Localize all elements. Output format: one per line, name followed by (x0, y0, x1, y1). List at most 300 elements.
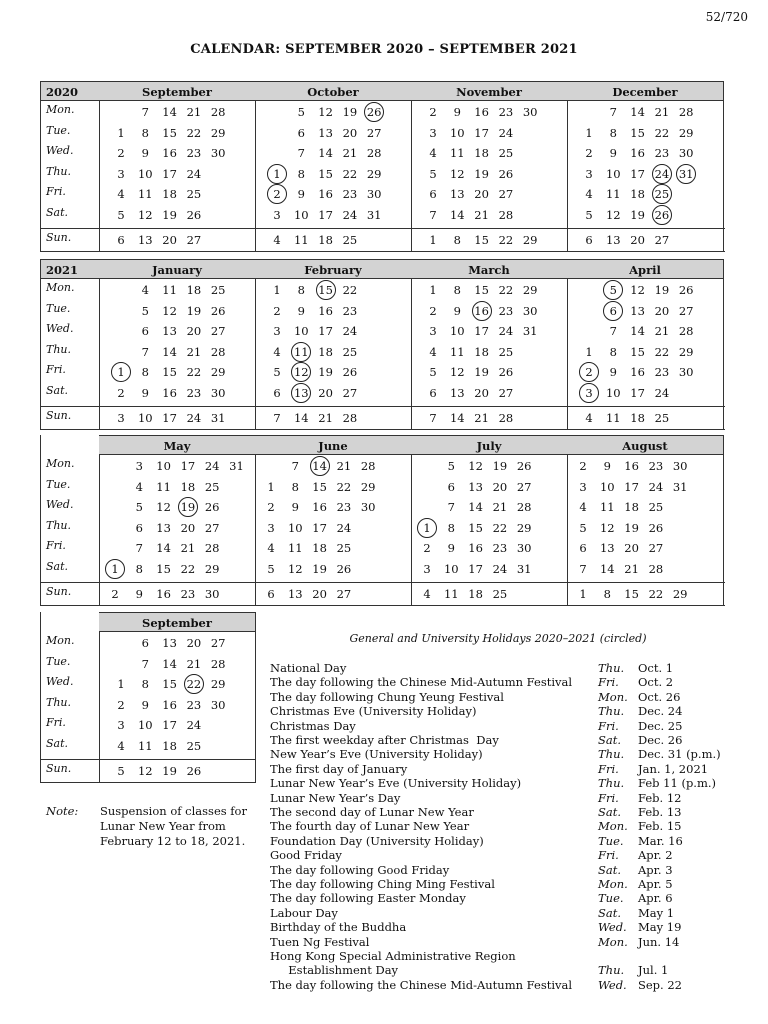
date-cell (338, 321, 362, 341)
date-number: 27 (498, 187, 514, 201)
date-cell (650, 164, 674, 184)
date-cell (109, 362, 133, 382)
date-cell (200, 456, 224, 476)
date-number: 6 (297, 125, 305, 140)
date-number: 7 (609, 324, 617, 338)
date-number: 31 (229, 459, 244, 473)
sunday-cell: 10 (137, 411, 153, 425)
date-cell (577, 205, 601, 225)
date-number: 16 (468, 541, 483, 555)
date-cell (421, 205, 445, 225)
date-cell (601, 102, 625, 122)
date-cell (133, 280, 157, 300)
month-header: July (411, 435, 567, 455)
month-header: November (411, 81, 567, 101)
date-number: 10 (287, 520, 303, 535)
date-cell (200, 497, 224, 517)
date-cell (488, 497, 512, 517)
weekday-label: Tue. (46, 301, 71, 315)
sunday-cell: 20 (312, 587, 327, 601)
date-cell (650, 280, 674, 300)
date-number: 1 (429, 283, 437, 297)
date-number: 19 (312, 561, 327, 576)
sunday-cell: 16 (156, 587, 171, 601)
sunday-cell: 14 (293, 411, 309, 425)
date-number: 5 (135, 500, 143, 514)
date-number: 30 (516, 541, 532, 555)
sunday-cell: 8 (453, 233, 461, 247)
date-number: 31 (678, 166, 694, 181)
month-header: December (567, 81, 723, 101)
date-cell (415, 518, 439, 538)
date-number: 3 (135, 459, 143, 473)
date-cell (158, 164, 182, 184)
date-number: 25 (654, 187, 670, 201)
date-cell (314, 342, 338, 362)
date-cell (674, 143, 698, 163)
date-number: 26 (498, 365, 514, 379)
date-number: 13 (156, 520, 171, 535)
holiday-row (270, 675, 730, 689)
date-cell (595, 456, 619, 476)
date-cell (601, 164, 625, 184)
grid-line (255, 259, 256, 430)
date-cell (650, 362, 674, 382)
date-cell (158, 205, 182, 225)
date-number: 1 (117, 677, 125, 691)
date-number: 29 (210, 125, 226, 140)
grid-line (40, 435, 41, 606)
date-number: 19 (630, 207, 645, 222)
date-number: 17 (468, 561, 483, 576)
date-number: 28 (678, 324, 694, 338)
grid-line (99, 612, 100, 783)
date-number: 12 (449, 365, 465, 379)
date-cell (620, 456, 644, 476)
date-cell (332, 497, 356, 517)
date-number: 8 (609, 125, 617, 140)
date-cell (421, 321, 445, 341)
date-cell (445, 321, 469, 341)
date-number: 5 (609, 283, 617, 297)
date-number: 10 (137, 166, 153, 181)
date-number: 10 (293, 207, 309, 222)
date-number: 23 (492, 541, 508, 555)
date-number: 25 (186, 738, 202, 753)
date-cell (488, 518, 512, 538)
date-cell (176, 497, 200, 517)
date-cell (494, 342, 518, 362)
date-number: 9 (609, 365, 617, 379)
date-number: 2 (423, 541, 431, 555)
date-cell (109, 143, 133, 163)
holiday-row (270, 661, 730, 675)
date-cell (470, 164, 494, 184)
date-cell (421, 102, 445, 122)
date-number: 12 (605, 207, 621, 222)
date-cell (595, 559, 619, 579)
date-cell (601, 301, 625, 321)
date-cell (133, 321, 157, 341)
date-cell (445, 383, 469, 403)
date-cell (308, 477, 332, 497)
date-number: 13 (162, 636, 177, 650)
date-number: 26 (678, 283, 694, 297)
date-number: 11 (162, 283, 177, 297)
year-header: 2021 (40, 259, 99, 279)
date-number: 13 (162, 324, 177, 338)
date-number: 5 (273, 365, 281, 379)
date-cell (289, 143, 313, 163)
holiday-row (270, 733, 730, 747)
date-number: 8 (141, 365, 149, 379)
date-number: 30 (210, 385, 226, 400)
sunday-cell: 15 (624, 587, 639, 601)
date-number: 23 (336, 500, 352, 514)
date-number: 17 (318, 324, 333, 338)
holiday-date: Apr. 3 (638, 862, 673, 877)
holiday-date: Apr. 6 (638, 891, 673, 906)
date-cell (158, 362, 182, 382)
month-header: January (99, 259, 255, 279)
date-cell (674, 280, 698, 300)
date-number: 4 (141, 283, 149, 297)
date-number: 21 (474, 207, 489, 222)
date-number: 28 (210, 105, 226, 119)
weekday-label: Mon. (46, 103, 75, 116)
date-number: 24 (186, 166, 202, 181)
holiday-row (270, 747, 730, 761)
date-cell (518, 321, 542, 341)
date-cell (421, 164, 445, 184)
date-number: 22 (180, 561, 196, 576)
date-number: 25 (498, 146, 514, 160)
date-number: 15 (318, 283, 333, 297)
date-cell (158, 674, 182, 694)
date-cell (445, 102, 469, 122)
date-cell (445, 123, 469, 143)
grid-line (99, 259, 100, 430)
holiday-date: Jun. 14 (638, 934, 680, 949)
sunday-cell: 17 (162, 411, 177, 425)
date-cell (650, 143, 674, 163)
date-cell (571, 456, 595, 476)
date-number: 16 (318, 303, 333, 318)
weekday-label: Wed. (46, 144, 74, 157)
holiday-weekday: Thu. (598, 776, 625, 791)
date-cell (314, 164, 338, 184)
date-number: 10 (156, 459, 171, 473)
date-number: 28 (648, 561, 664, 576)
sunday-cell: 8 (603, 587, 611, 601)
date-cell (421, 184, 445, 204)
sunday-cell: 27 (336, 587, 352, 601)
holiday-date: Feb. 13 (638, 805, 682, 819)
date-number: 21 (180, 541, 196, 555)
month-header: April (567, 259, 723, 279)
sunday-cell: 25 (654, 411, 670, 425)
date-number: 25 (204, 479, 220, 494)
date-cell (289, 184, 313, 204)
date-cell (421, 362, 445, 382)
date-cell (289, 383, 313, 403)
date-cell (464, 456, 488, 476)
date-number: 14 (599, 561, 615, 576)
date-cell (158, 301, 182, 321)
date-number: 22 (498, 283, 514, 297)
date-number: 6 (141, 636, 149, 650)
date-number: 29 (210, 677, 226, 691)
date-cell (259, 538, 283, 558)
sunday-cell: 18 (630, 411, 645, 425)
date-number: 23 (186, 697, 202, 712)
date-cell (127, 559, 151, 579)
date-cell (158, 633, 182, 653)
date-cell (332, 518, 356, 538)
holidays-title: General and University Holidays 2020–2021 (circled) (349, 632, 647, 645)
date-number: 14 (468, 500, 483, 514)
date-number: 12 (449, 166, 465, 181)
date-cell (421, 301, 445, 321)
date-cell (445, 362, 469, 382)
date-number: 13 (318, 125, 333, 140)
date-cell (595, 477, 619, 497)
date-number: 30 (210, 697, 226, 712)
date-number: 8 (609, 344, 617, 359)
sunday-cell: 11 (443, 587, 459, 601)
sunday-cell: 6 (117, 233, 125, 247)
holiday-name: The day following Ching Ming Festival (270, 877, 495, 891)
date-cell (133, 143, 157, 163)
date-cell (259, 497, 283, 517)
date-cell (182, 695, 206, 715)
date-cell (494, 184, 518, 204)
date-cell (332, 477, 356, 497)
date-number: 4 (135, 479, 143, 494)
date-number: 3 (117, 166, 125, 181)
date-number: 7 (609, 105, 617, 119)
date-number: 25 (648, 500, 664, 514)
date-number: 17 (474, 125, 489, 140)
date-number: 1 (585, 125, 593, 140)
date-cell (206, 102, 230, 122)
holiday-name: The second day of Lunar New Year (270, 805, 474, 819)
date-cell (182, 102, 206, 122)
sunday-label: Sun. (46, 585, 72, 598)
date-number: 21 (342, 146, 358, 160)
page-title: CALENDAR: SEPTEMBER 2020 – SEPTEMBER 2021 (190, 42, 578, 57)
date-number: 12 (630, 283, 645, 297)
date-number: 15 (162, 125, 177, 140)
date-number: 3 (585, 166, 593, 181)
date-cell (265, 321, 289, 341)
date-number: 3 (273, 207, 281, 222)
date-cell (674, 164, 698, 184)
date-number: 27 (366, 125, 382, 140)
holiday-row (270, 963, 730, 977)
date-number: 13 (449, 385, 465, 400)
sunday-cell: 24 (186, 411, 202, 425)
date-cell (674, 362, 698, 382)
date-cell (259, 518, 283, 538)
date-number: 26 (186, 207, 202, 222)
sunday-label: Sun. (46, 762, 72, 775)
date-cell (314, 143, 338, 163)
holiday-name: Hong Kong Special Administrative Region (270, 949, 516, 963)
holiday-name: Tuen Ng Festival (270, 934, 370, 949)
date-number: 4 (117, 187, 125, 201)
date-number: 7 (141, 105, 149, 119)
sunday-cell: 30 (204, 587, 220, 601)
date-cell (644, 456, 668, 476)
date-number: 3 (429, 125, 437, 140)
date-cell (439, 477, 463, 497)
date-number: 7 (291, 459, 299, 473)
date-cell (265, 301, 289, 321)
date-cell (494, 123, 518, 143)
date-number: 10 (449, 324, 465, 338)
date-cell (265, 362, 289, 382)
date-cell (470, 280, 494, 300)
holiday-row (270, 762, 730, 776)
date-number: 18 (318, 344, 333, 359)
holiday-weekday: Tue. (598, 833, 624, 848)
date-cell (644, 497, 668, 517)
holiday-row (270, 949, 730, 963)
date-cell (206, 143, 230, 163)
date-cell (674, 123, 698, 143)
grid-line (567, 259, 568, 430)
date-number: 26 (336, 561, 352, 576)
date-cell (445, 280, 469, 300)
date-cell (464, 497, 488, 517)
date-number: 11 (137, 738, 153, 753)
date-number: 30 (366, 187, 382, 201)
date-cell (127, 538, 151, 558)
sunday-cell: 1 (429, 233, 437, 247)
holiday-name: Christmas Day (270, 718, 356, 733)
date-number: 29 (678, 125, 694, 140)
date-number: 27 (204, 520, 220, 535)
date-number: 26 (204, 500, 220, 514)
grid-line (411, 435, 412, 606)
sunday-cell: 23 (180, 587, 196, 601)
holiday-row (270, 834, 730, 848)
date-cell (470, 102, 494, 122)
date-cell (470, 383, 494, 403)
date-number: 3 (267, 520, 275, 535)
date-cell (182, 164, 206, 184)
date-cell (109, 715, 133, 735)
date-number: 18 (474, 344, 489, 359)
date-number: 24 (654, 385, 670, 400)
holiday-date: Feb. 15 (638, 819, 682, 834)
holiday-weekday: Thu. (598, 704, 625, 719)
holiday-name: The day following Easter Monday (270, 891, 466, 906)
date-number: 9 (141, 697, 149, 712)
date-cell (338, 362, 362, 382)
date-number: 9 (453, 303, 461, 318)
date-number: 22 (654, 344, 670, 359)
date-cell (626, 102, 650, 122)
date-cell (283, 497, 307, 517)
date-number: 26 (516, 459, 532, 473)
date-cell (668, 477, 692, 497)
date-number: 17 (162, 718, 177, 732)
date-number: 1 (423, 520, 431, 535)
holiday-row (270, 863, 730, 877)
date-number: 13 (449, 187, 465, 201)
date-number: 6 (447, 479, 455, 494)
date-number: 17 (162, 166, 177, 181)
date-number: 30 (360, 500, 376, 514)
note-text: Suspension of classes for Lunar New Year from February 12 to 18, 2021. (100, 804, 247, 848)
date-number: 1 (267, 479, 275, 494)
date-cell (577, 362, 601, 382)
holiday-name: Labour Day (270, 905, 338, 920)
grid-line (40, 259, 41, 430)
date-cell (133, 633, 157, 653)
grid-line (411, 259, 412, 430)
date-cell (445, 143, 469, 163)
date-number: 17 (630, 166, 645, 181)
date-number: 3 (423, 561, 431, 576)
date-number: 30 (522, 105, 538, 119)
date-cell (152, 559, 176, 579)
date-number: 19 (492, 459, 508, 473)
sunday-cell: 14 (449, 411, 465, 425)
date-cell (283, 477, 307, 497)
date-cell (494, 205, 518, 225)
sunday-cell: 22 (648, 587, 664, 601)
holiday-row (270, 906, 730, 920)
holiday-row (270, 935, 730, 949)
date-number: 6 (141, 324, 149, 338)
note-label: Note: (46, 804, 79, 818)
date-number: 3 (429, 324, 437, 338)
date-number: 21 (186, 656, 202, 671)
weekday-label: Thu. (46, 164, 72, 178)
date-number: 12 (318, 105, 333, 119)
date-number: 15 (162, 365, 177, 379)
date-number: 27 (210, 636, 226, 650)
weekday-label: Fri. (46, 539, 66, 552)
date-cell (601, 205, 625, 225)
year-header (40, 435, 99, 455)
sunday-cell: 21 (318, 411, 333, 425)
date-cell (470, 362, 494, 382)
date-cell (512, 477, 536, 497)
grid-line (723, 259, 724, 430)
holiday-row (270, 805, 730, 819)
sunday-cell: 12 (137, 764, 153, 778)
sunday-cell: 31 (210, 411, 226, 425)
grid-line (255, 612, 256, 783)
date-number: 20 (624, 541, 639, 555)
date-number: 23 (498, 303, 514, 318)
date-cell (601, 143, 625, 163)
date-number: 4 (429, 344, 437, 359)
calendar-block (40, 81, 725, 252)
date-cell (283, 518, 307, 538)
date-cell (362, 143, 386, 163)
date-cell (314, 205, 338, 225)
date-number: 14 (630, 324, 645, 338)
date-number: 7 (579, 561, 587, 576)
date-number: 7 (447, 500, 455, 514)
date-cell (620, 477, 644, 497)
date-number: 26 (210, 303, 226, 318)
